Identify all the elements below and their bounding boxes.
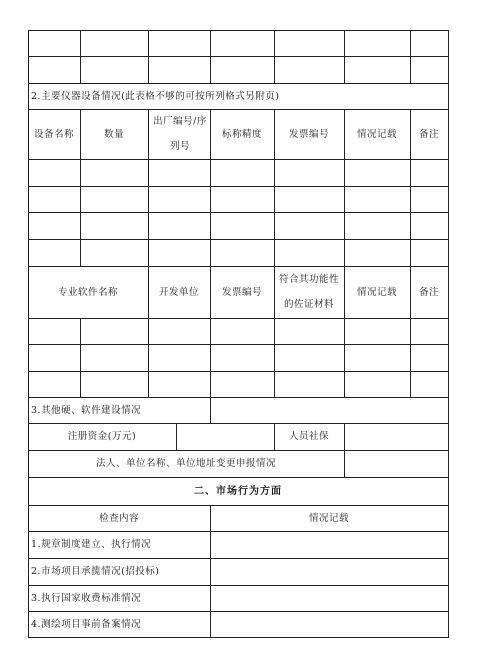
market-item: 4.测绘项目事前备案情况 [31,618,142,630]
header-software-name: 专业软件名称 [57,286,118,298]
market-item: 2.市场项目承揽情况(招投标) [31,566,160,577]
registered-capital-label: 注册资金(万元) [67,431,137,442]
header-nominal-accuracy: 标称精度 [221,128,262,140]
change-report-label: 法人、单位名称、单位地址变更申报情况 [95,458,276,469]
header-quantity: 数量 [103,128,124,140]
header-market-record: 情况记载 [308,512,349,524]
equipment-section-title: 2.主要仪器设备情况(此表格不够的可按所列格式另附页) [31,90,280,102]
header-check-content: 检查内容 [98,512,139,524]
other-section-title: 3.其他硬、软件建设情况 [31,404,142,416]
market-item: 3.执行国家收费标准情况 [31,592,142,604]
header-software-remarks: 备注 [418,286,439,298]
header-software-record: 情况记载 [356,286,397,298]
header-serial-number: 出厂编号/序列号 [153,116,207,152]
header-invoice-number: 发票编号 [288,128,329,140]
market-section-title: 二、市场行为方面 [194,485,282,497]
header-developer: 开发单位 [158,286,199,298]
market-item: 1.规章制度建立、执行情况 [31,539,152,550]
social-security-label: 人员社保 [288,431,329,442]
header-equipment-name: 设备名称 [33,128,74,140]
header-software-invoice: 发票编号 [221,286,262,298]
header-remarks: 备注 [418,128,439,140]
header-function-evidence: 符合其功能性的佐证材料 [278,274,339,310]
header-record: 情况记载 [356,128,397,140]
